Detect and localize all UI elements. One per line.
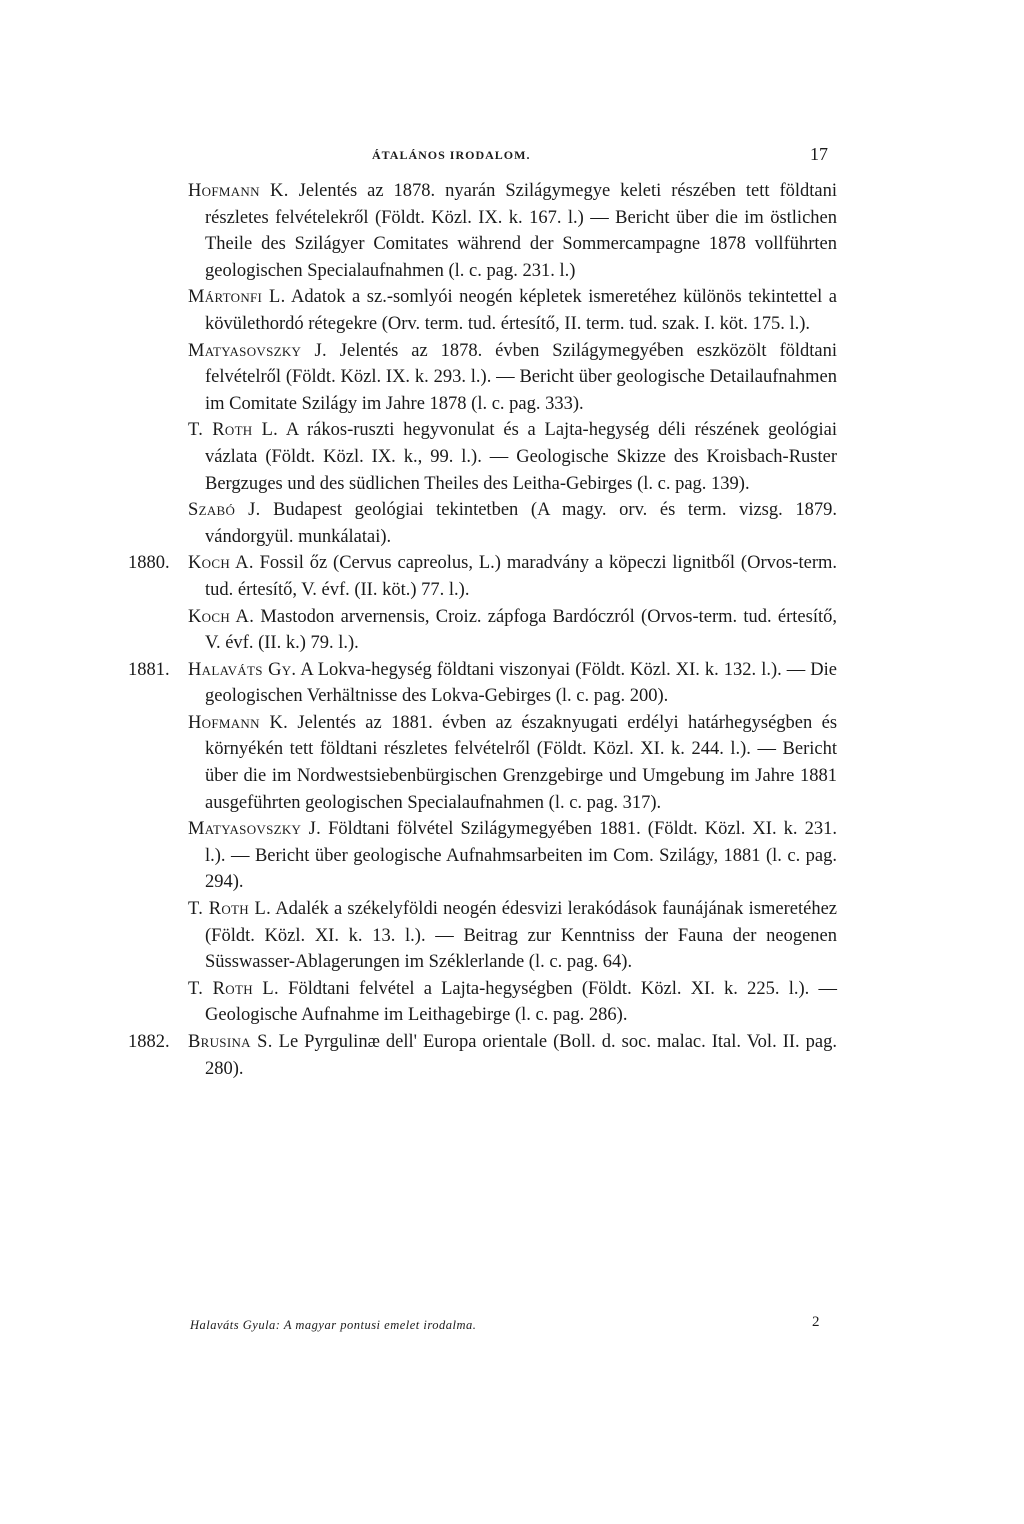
entry-author: Brusina S. [188,1032,273,1052]
entry-text: A rákos-ruszti hegyvonulat és a Lajta-hegység déli részének geológiai vázlata (Földt. Közl. IX. k., 99. l.). — Geologische Skizze des Kroisbach-Ruster Bergzuges und des südlichen Theiles des Leitha-Gebirges (l. c. pag. 139). [205,420,837,494]
entry-year: 1882. [128,1032,170,1052]
bibliography-entry [0,816,837,896]
entry-author: Halaváts Gy. [188,659,297,680]
entry-text: Adatok a sz.-somlyói neogén képletek ismeretéhez különös tekintettel a kövülethordó rétegekre (Orv. term. tud. értesítő, II. term. tud. szak. I. köt. 175. l.). [205,287,837,334]
bibliography-entry [0,417,837,497]
entry-text: Le Pyrgulinæ dell' Europa orientale (Boll. d. soc. malac. Ital. Vol. II. pag. 280). [205,1032,837,1079]
page-header [0,144,1024,168]
bibliography-entry [0,284,837,337]
entry-text: Jelentés az 1878. nyarán Szilágymegye keleti részében tett földtani részletes felvételekről (Földt. Közl. IX. k. 167. l.) — Bericht über die im östlichen Theile des Szilágyer Comitates während der Sommercampagne 1878 vollführten geologischen Specialaufnahmen (l. c. pag. 231. l.) [205,181,838,281]
bibliography-entry [0,1029,837,1082]
entry-author: Szabó J. [188,500,261,521]
bibliography-entry [0,497,837,550]
bibliography-list [0,178,1024,1082]
entry-year: 1881. [128,659,170,680]
bibliography-entry [0,710,837,816]
entry-author: Matyasovszky J. [188,819,322,840]
footer-citation: Halaváts Gyula: A magyar pontusi emelet irodalma. [190,1318,477,1332]
entry-text: Adalék a székelyföldi neogén édesvizi lerakódások faunájának ismeretéhez (Földt. Közl. XI. k. 13. l.). — Beitrag zur Kenntniss der Fauna der neogenen Süsswasser-Ablagerungen im Széklerlande (l. c. pag. 64). [205,899,837,973]
bibliography-entry [0,178,837,284]
running-title: ÁTALÁNOS IRODALOM. [372,148,531,162]
entry-text: Budapest geológiai tekintetben (A magy. orv. és term. vizsg. 1879. vándorgyül. munkálatai). [205,500,837,547]
entry-text: A Lokva-hegység földtani viszonyai (Földt. Közl. XI. k. 132. l.). — Die geologischen Verhältnisse des Lokva-Gebirges (l. c. pag. 200). [205,659,837,707]
bibliography-entry [0,896,837,976]
bibliography-entry [0,338,837,418]
page-number: 17 [810,144,828,164]
entry-author: T. Roth L. [188,420,279,441]
entry-author: Hofmann K. [188,181,289,201]
entry-text: Jelentés az 1878. évben Szilágymegyében eszközölt földtani felvételről (Földt. Közl. IX. k. 293. l.). — Bericht über geologische Detailaufnahmen im Comitate Szilágy im Jahre 1878 (l. c. pag. 333). [205,340,838,414]
entry-author: Mártonfi L. [188,287,286,308]
entry-text: Jelentés az 1881. évben az északnyugati erdélyi határhegységben és környékén tett földtani részletes felvételről (Földt. Közl. XI. k. 244. l.). — Bericht über die im Nordwestsiebenbürgischen Grenzgebirge und Umgebung im Jahre 1881 ausgeführten geologischen Specialaufnahmen (l. c. pag. 317). [205,712,838,813]
bibliography-entry [0,604,837,657]
page-footer [0,1314,1024,1338]
entry-year: 1880. [128,553,170,574]
bibliography-entry [0,657,837,710]
entry-author: T. Roth L. [188,899,272,920]
entry-text: Földtani fölvétel Szilágymegyében 1881. (Földt. Közl. XI. k. 231. l.). — Bericht über geologische Aufnahmsarbeiten im Com. Szilágy, 1881 (l. c. pag. 294). [205,819,837,893]
entry-author: T. Roth L. [188,978,279,999]
entry-author: Koch A. [188,606,255,627]
bibliography-entry [0,976,837,1029]
entry-author: Matyasovszky J. [188,340,327,361]
entry-text: Mastodon arvernensis, Croiz. zápfoga Bardóczról (Orvos-term. tud. értesítő, V. évf. (II. k.) 79. l.). [205,606,837,654]
entry-author: Koch A. [188,553,254,574]
bibliography-entry [0,550,837,603]
signature-mark: 2 [812,1314,820,1330]
entry-author: Hofmann K. [188,712,289,733]
entry-text: Földtani felvétel a Lajta-hegységben (Földt. Közl. XI. k. 225. l.). — Geologische Aufnahme im Leithagebirge (l. c. pag. 286). [205,978,837,1026]
entry-text: Fossil őz (Cervus capreolus, L.) maradvány a köpeczi lignitből (Orvos-term. tud. értesítő, V. évf. (II. köt.) 77. l.). [205,553,838,600]
